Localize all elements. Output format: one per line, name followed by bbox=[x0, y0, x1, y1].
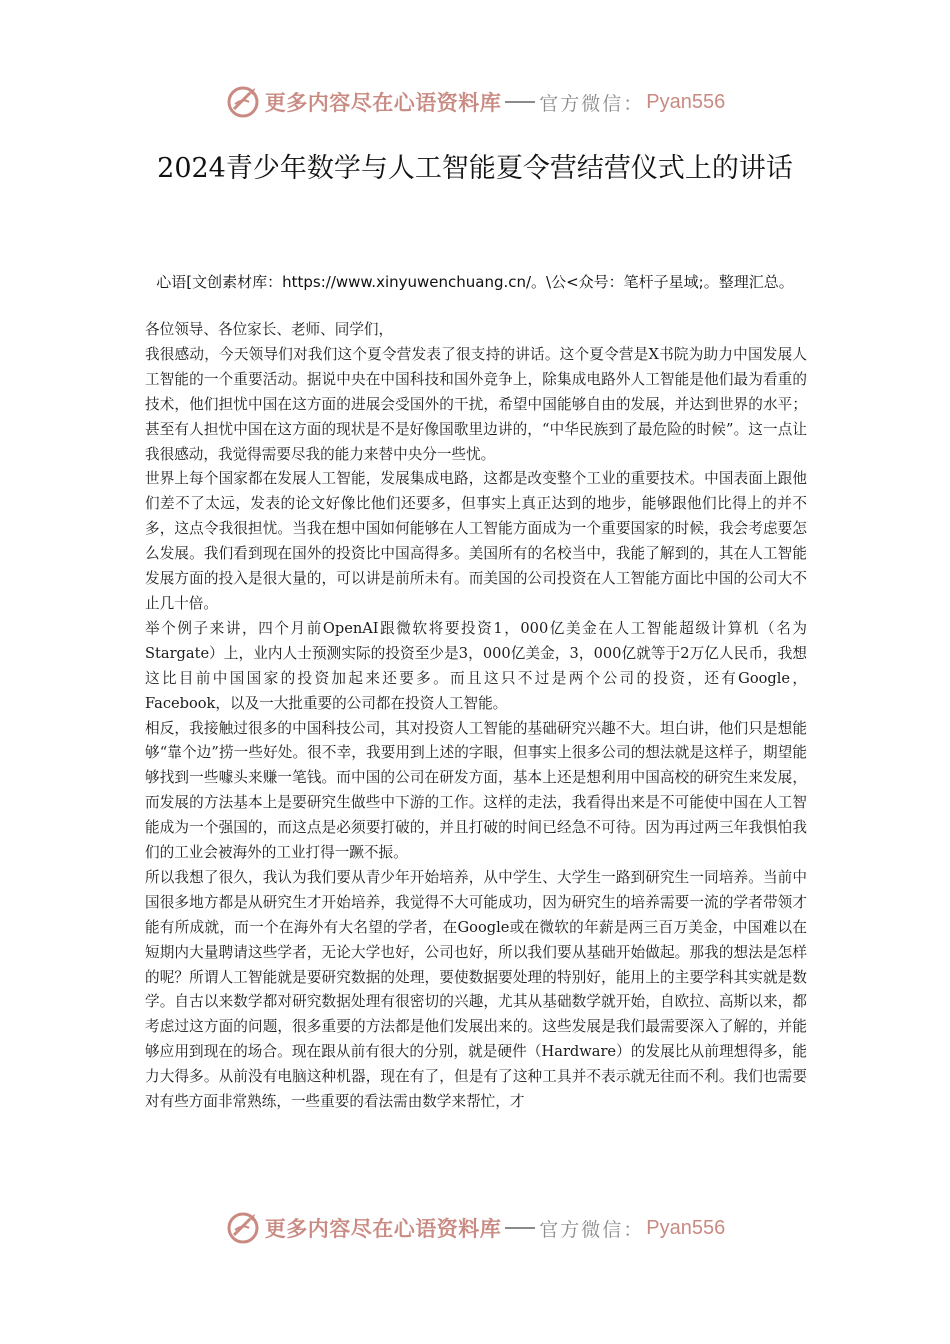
brand-logo-icon bbox=[225, 84, 261, 120]
paragraph: 各位领导、各位家长、老师、同学们， bbox=[145, 321, 394, 338]
banner-official-label: 官方微信： bbox=[539, 1218, 645, 1241]
document-body bbox=[145, 318, 807, 1115]
paragraph: 我很感动，今天领导们对我们这个夏令营发表了很支持的讲话。这个夏令营是X书院为助力中国发展人工智能的一个重要活动。据说中央在中国科技和国外竞争上，除集成电路外人工智能是他们最为看重的技术，他们担忧中国在这方面的进展会受国外的干扰，希望中国能够自由的发展，并达到世界的水平；甚至有人担忧中国在这方面的现状是不是好像国歌里边讲的，“中华民族到了最危险的时候”。这一点让我很感动，我觉得需要尽我的能力来替中央分一些忧。 bbox=[145, 345, 807, 463]
banner-wechat-id: Pyan556 bbox=[646, 1216, 726, 1239]
banner-dash bbox=[505, 101, 535, 103]
footer-banner bbox=[0, 1208, 950, 1248]
banner-official-label: 官方微信： bbox=[539, 92, 645, 115]
paragraph: 世界上每个国家都在发展人工智能，发展集成电路，这都是改变整个工业的重要技术。中国表面上跟他们差不了太远，发表的论文好像比他们还要多，但事实上真正达到的地步，能够跟他们比得上的并不多，这点令我很担忧。当我在想中国如何能够在人工智能方面成为一个重要国家的时候，我会考虑要怎么发展。我们看到现在国外的投资比中国高得多。美国所有的名校当中，我能了解到的，其在人工智能发展方面的投入是很大量的，可以讲是前所未有。而美国的公司投资在人工智能方面比中国的公司大不止几十倍。 bbox=[145, 470, 807, 612]
banner-wechat-id: Pyan556 bbox=[646, 90, 726, 113]
header-banner bbox=[0, 82, 950, 122]
paragraph: 相反，我接触过很多的中国科技公司，其对投资人工智能的基础研究兴趣不大。坦白讲，他们只是想能够“靠个边”捞一些好处。很不幸，我要用到上述的字眼，但事实上很多公司的想法就是这样子，期望能够找到一些噱头来赚一笔钱。而中国的公司在研发方面，基本上还是想利用中国高校的研究生来发展，而发展的方法基本上是要研究生做些中下游的工作。这样的走法，我看得出来是不可能使中国在人工智能成为一个强国的，而这点是必须要打破的，并且打破的时间已经急不可待。因为再过两三年我惧怕我们的工业会被海外的工业打得一蹶不振。 bbox=[145, 719, 807, 862]
document-title: 2024青少年数学与人工智能夏令营结营仪式上的讲话 bbox=[157, 153, 793, 184]
banner-brand-text: 更多内容尽在心语资料库 bbox=[264, 1216, 502, 1241]
paragraph: 举个例子来讲，四个月前OpenAI跟微软将要投资1，000亿美金在人工智能超级计算机（名为Stargate）上，业内人士预测实际的投资至少是3，000亿美金，3，000亿就等于2万亿人民币，我想这比目前中国国家的投资加起来还要多。而且这只不过是两个公司的投资，还有Google，Facebook，以及一大批重要的公司都在投资人工智能。 bbox=[145, 619, 807, 712]
banner-brand-text: 更多内容尽在心语资料库 bbox=[264, 90, 502, 115]
brand-logo-icon bbox=[225, 1210, 261, 1246]
source-note: 心语[文创素材库：https://www.xinyuwenchuang.cn/。\公<众号：笔杆子星域;。整理汇总。 bbox=[156, 273, 794, 291]
banner-dash bbox=[505, 1227, 535, 1229]
paragraph: 所以我想了很久，我认为我们要从青少年开始培养，从中学生、大学生一路到研究生一同培养。当前中国很多地方都是从研究生才开始培养，我觉得不大可能成功，因为研究生的培养需要一流的学者带领才能有所成就，而一个在海外有大名望的学者，在Google或在微软的年薪是两三百万美金，中国难以在短期内大量聘请这些学者，无论大学也好，公司也好，所以我们要从基础开始做起。那我的想法是怎样的呢？所谓人工智能就是要研究数据的处理，要使数据要处理的特别好，能用上的主要学科其实就是数学。自古以来数学都对研究数据处理有很密切的兴趣，尤其从基础数学就开始，自欧拉、高斯以来，都考虑过这方面的问题，很多重要的方法都是他们发展出来的。这些发展是我们最需要深入了解的，并能够应用到现在的场合。现在跟从前有很大的分别，就是硬件（Hardware）的发展比从前理想得多，能力大得多。从前没有电脑这种机器，现在有了，但是有了这种工具并不表示就无往而不利。我们也需要对有些方面非常熟练，一些重要的看法需由数学来帮忙，才 bbox=[145, 868, 807, 1111]
